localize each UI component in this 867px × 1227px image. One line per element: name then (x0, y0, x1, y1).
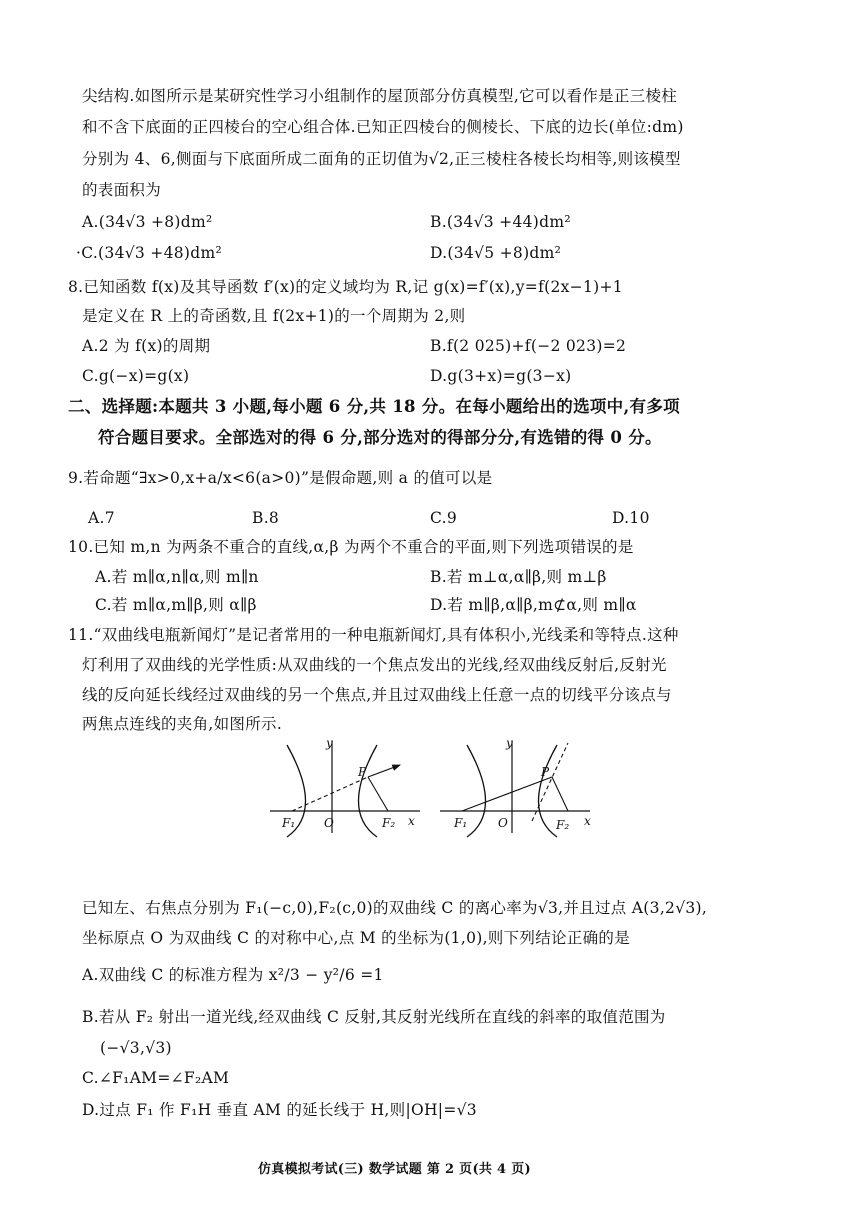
point-p-label: P (541, 765, 550, 779)
option-10b: B.若 m⊥α,α∥β,则 m⊥β (430, 568, 607, 586)
option-8a: A.2 为 f(x)的周期 (82, 337, 211, 355)
text-line: 已知左、右焦点分别为 F₁(−c,0),F₂(c,0)的双曲线 C 的离心率为√3,并且过点 A(3,2√3), (82, 899, 708, 917)
option-7c: ·C.(34√3 +48)dm² (76, 244, 222, 262)
incident-ray (368, 777, 388, 811)
text-line: 分别为 4、6,侧面与下底面所成二面角的正切值为√2,正三棱柱各棱长均相等,则该模型 (82, 150, 681, 168)
text-line: 两焦点连线的夹角,如图所示. (82, 715, 283, 733)
section-heading: 二、选择题:本题共 3 小题,每小题 6 分,共 18 分。在每小题给出的选项中,有多项 (68, 397, 680, 416)
option-10c: C.若 m∥α,m∥β,则 α∥β (95, 596, 257, 614)
focal-line-f2 (552, 777, 568, 811)
origin-label: O (324, 816, 334, 830)
page-footer: 仿真模拟考试(三) 数学试题 第 2 页(共 4 页) (258, 1162, 531, 1177)
f2-label: F₂ (556, 818, 570, 832)
option-8d: D.g(3+x)=g(3−x) (430, 367, 572, 385)
hyperbola-figure (262, 733, 602, 838)
option-9b: B.8 (252, 509, 280, 527)
option-11d: D.过点 F₁ 作 F₁H 垂直 AM 的延长线于 H,则|OH|=√3 (82, 1101, 477, 1119)
hyperbola-right-branch (359, 745, 378, 837)
option-10d: D.若 m∥β,α∥β,m⊄α,则 m∥α (430, 596, 637, 614)
text-line: 和不含下底面的正四棱台的空心组合体.已知正四棱台的侧棱长、下底的边长(单位:dm) (82, 118, 684, 136)
x-label: x (408, 814, 415, 828)
point-p-label: P (358, 765, 367, 779)
option-11a: A.双曲线 C 的标准方程为 x²/3 − y²/6 =1 (82, 966, 384, 984)
f1-label: F₁ (282, 816, 296, 830)
f2-label: F₂ (382, 816, 396, 830)
left-diagram (270, 736, 420, 837)
question-10: 10.已知 m,n 为两条不重合的直线,α,β 为两个不重合的平面,则下列选项错误的是 (68, 538, 634, 556)
y-label: y (326, 736, 333, 750)
text-line: (−√3,√3) (100, 1039, 172, 1057)
option-7b: B.(34√3 +44)dm² (430, 213, 571, 231)
option-9a: A.7 (88, 509, 115, 527)
origin-label: O (498, 816, 508, 830)
option-8b: B.f(2 025)+f(−2 023)=2 (430, 337, 627, 355)
option-11b: B.若从 F₂ 射出一道光线,经双曲线 C 反射,其反射光线所在直线的斜率的取值范围为 (82, 1008, 666, 1026)
option-9d: D.10 (612, 509, 650, 527)
question-9: 9.若命题“∃x>0,x+a/x<6(a>0)”是假命题,则 a 的值可以是 (68, 469, 493, 487)
option-7d: D.(34√5 +8)dm² (430, 244, 562, 262)
reflected-ray (368, 765, 400, 777)
text-line: 线的反向延长线经过双曲线的另一个焦点,并且过双曲线上任意一点的切线平分该点与 (82, 686, 672, 704)
text-line: 灯利用了双曲线的光学性质:从双曲线的一个焦点发出的光线,经双曲线反射后,反射光 (82, 656, 667, 674)
option-9c: C.9 (430, 509, 457, 527)
text-line: 坐标原点 O 为双曲线 C 的对称中心,点 M 的坐标为(1,0),则下列结论正确的是 (82, 929, 630, 947)
option-10a: A.若 m∥α,n∥α,则 m∥n (95, 568, 259, 586)
text-line: 的表面积为 (82, 181, 162, 199)
question-8: 8.已知函数 f(x)及其导函数 f′(x)的定义域均为 R,记 g(x)=f′(x),y=f(2x−1)+1 (68, 278, 623, 296)
section-heading: 符合题目要求。全部选对的得 6 分,部分选对的得部分分,有选错的得 0 分。 (98, 428, 662, 447)
y-label: y (506, 736, 513, 750)
hyperbola-right-branch (539, 745, 558, 837)
right-diagram (440, 736, 591, 837)
hyperbola-left-branch (467, 745, 486, 837)
text-line: 是定义在 R 上的奇函数,且 f(2x+1)的一个周期为 2,则 (82, 307, 466, 325)
question-11: 11.“双曲线电瓶新闻灯”是记者常用的一种电瓶新闻灯,具有体积小,光线柔和等特点.这种 (68, 626, 679, 644)
option-11c: C.∠F₁AM=∠F₂AM (82, 1069, 230, 1087)
x-label: x (584, 814, 591, 828)
option-8c: C.g(−x)=g(x) (82, 367, 190, 385)
option-7a: A.(34√3 +8)dm² (82, 213, 213, 231)
text-line: 尖结构.如图所示是某研究性学习小组制作的屋顶部分仿真模型,它可以看作是正三棱柱 (82, 87, 678, 105)
f1-label: F₁ (454, 816, 468, 830)
